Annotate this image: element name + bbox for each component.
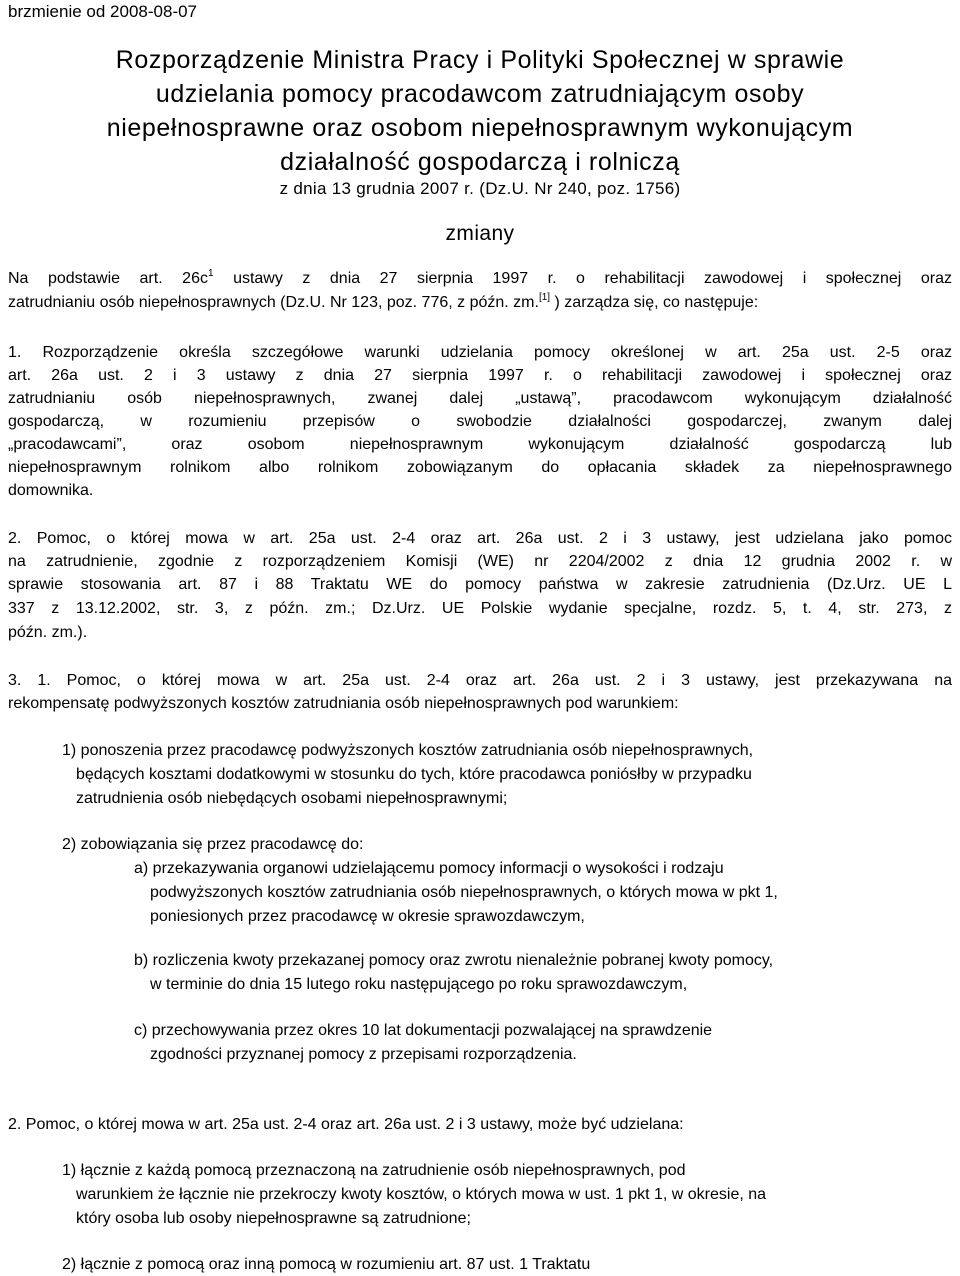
par3-item1-line-3: zatrudnienia osób niebędących osobami niepełnosprawnymi; [76, 790, 508, 807]
par3-item2b-line-1: b) rozliczenia kwoty przekazanej pomocy oraz zwrotu nienależnie pobranej kwoty pomocy, [134, 952, 774, 969]
document-date-reference: z dnia 13 grudnia 2007 r. (Dz.U. Nr 240, poz. 1756) [279, 179, 681, 198]
par1-line-6: niepełnosprawnym rolnikom albo rolnikom zobowiązanym do opłacania składek za niepełnosprawnego [8, 459, 952, 476]
sec2-item2-line-1: 2) łącznie z pomocą oraz inną pomocą w rozumieniu art. 87 ust. 1 Traktatu [62, 1256, 591, 1273]
par2-line-4: 337 z 13.12.2002, str. 3, z późn. zm.; Dz.Urz. UE Polskie wydanie specjalne, rozdz. 5, t. 4, str. 273, z [8, 600, 952, 617]
par1-line-3: zatrudnianiu osób niepełnosprawnych, zwanej dalej „ustawą”, pracodawcom wykonującym działalność [8, 390, 952, 407]
version-date: brzmienie od 2008-08-07 [8, 2, 198, 21]
par3-item2b-line-2: w terminie do dnia 15 lutego roku następującego po roku sprawozdawczym, [150, 976, 688, 993]
sec2-line-1: 2. Pomoc, o której mowa w art. 25a ust. 2-4 oraz art. 26a ust. 2 i 3 ustawy, może być udzielana: [8, 1116, 684, 1133]
title-line-2: udzielania pomocy pracodawcom zatrudniającym osoby [155, 80, 805, 108]
title-line-3: niepełnosprawne oraz osobom niepełnosprawnym wykonującym [106, 114, 854, 142]
title-line-1: Rozporządzenie Ministra Pracy i Polityki Społecznej w sprawie [115, 46, 845, 74]
par3-line-2: rekompensatę podwyższonych kosztów zatrudniania osób niepełnosprawnych pod warunkiem: [8, 695, 679, 712]
par3-item1-line-1: 1) ponoszenia przez pracodawcę podwyższonych kosztów zatrudniania osób niepełnosprawnych, [62, 742, 754, 759]
par3-item2c-line-1: c) przechowywania przez okres 10 lat dokumentacji pozwalającej na sprawdzenie [134, 1022, 713, 1039]
par3-item2-line-1: 2) zobowiązania się przez pracodawcę do: [62, 836, 364, 853]
par2-line-5: późn. zm.). [8, 624, 88, 641]
par3-item2a-line-2: podwyższonych kosztów zatrudniania osób niepełnosprawnych, o których mowa w pkt 1, [150, 884, 778, 901]
footnote-sup: 1 [207, 268, 214, 279]
preamble-line-1: Na podstawie art. $26c^1$ ustawy z dnia 27 sierpnia 1997 r. o rehabilitacji zawodowej i społecznej oraz [8, 268, 953, 287]
par3-line-1: 3. 1. Pomoc, o której mowa w art. 25a ust. 2-4 oraz art. 26a ust. 2 i 3 ustawy, jest przekazywana na [8, 672, 952, 689]
par1-line-2: art. 26a ust. 2 i 3 ustawy z dnia 27 sierpnia 1997 r. o rehabilitacji zawodowej i społecznej oraz [8, 367, 952, 384]
preamble-line-2: zatrudnianiu osób niepełnosprawnych (Dz.U. Nr 123, poz. 776, z późn. zm.[1] ) zarządza się, co następuje: [8, 292, 759, 311]
par3-item2a-line-3: poniesionych przez pracodawcę w okresie sprawozdawczym, [150, 908, 585, 925]
sec2-item1-line-2: warunkiem że łącznie nie przekroczy kwoty kosztów, o których mowa w ust. 1 pkt 1, w okresie, na [76, 1186, 767, 1203]
sec2-item1-line-1: 1) łącznie z każdą pomocą przeznaczoną na zatrudnienie osób niepełnosprawnych, pod [62, 1162, 686, 1179]
par3-item2c-line-2: zgodności przyznanej pomocy z przepisami rozporządzenia. [150, 1046, 577, 1063]
par2-line-3: sprawie stosowania art. 87 i 88 Traktatu WE do pomocy państwa w zakresie zatrudnienia (Dz.Urz. UE L [8, 576, 952, 593]
title-line-4: działalność gospodarczą i rolniczą [280, 148, 680, 176]
par1-line-1: 1. Rozporządzenie określa szczegółowe warunki udzielania pomocy określonej w art. 25a ust. 2-5 oraz [8, 344, 952, 361]
par3-item1-line-2: będących kosztami dodatkowymi w stosunku do tych, które pracodawca poniósłby w przypadku [76, 766, 752, 783]
changes-link[interactable]: zmiany [445, 222, 515, 245]
footnote-ref[interactable]: [1] [538, 292, 551, 303]
par1-line-4: gospodarczą, w rozumieniu przepisów o swobodzie działalności gospodarczej, zwanym dalej [8, 413, 952, 430]
par1-line-7: domownika. [8, 482, 94, 499]
par2-line-2: na zatrudnienie, zgodnie z rozporządzeniem Komisji (WE) nr 2204/2002 z dnia 12 grudnia 2002 r. w [8, 553, 952, 570]
par3-item2a-line-1: a) przekazywania organowi udzielającemu pomocy informacji o wysokości i rodzaju [134, 860, 724, 877]
sec2-item1-line-3: który osoba lub osoby niepełnosprawne są zatrudnione; [76, 1210, 471, 1227]
par1-line-5: „pracodawcami”, oraz osobom niepełnosprawnym wykonującym działalność gospodarczą lub [8, 436, 952, 453]
par2-line-1: 2. Pomoc, o której mowa w art. 25a ust. 2-4 oraz art. 26a ust. 2 i 3 ustawy, jest udzielana jako pomoc [8, 530, 952, 547]
